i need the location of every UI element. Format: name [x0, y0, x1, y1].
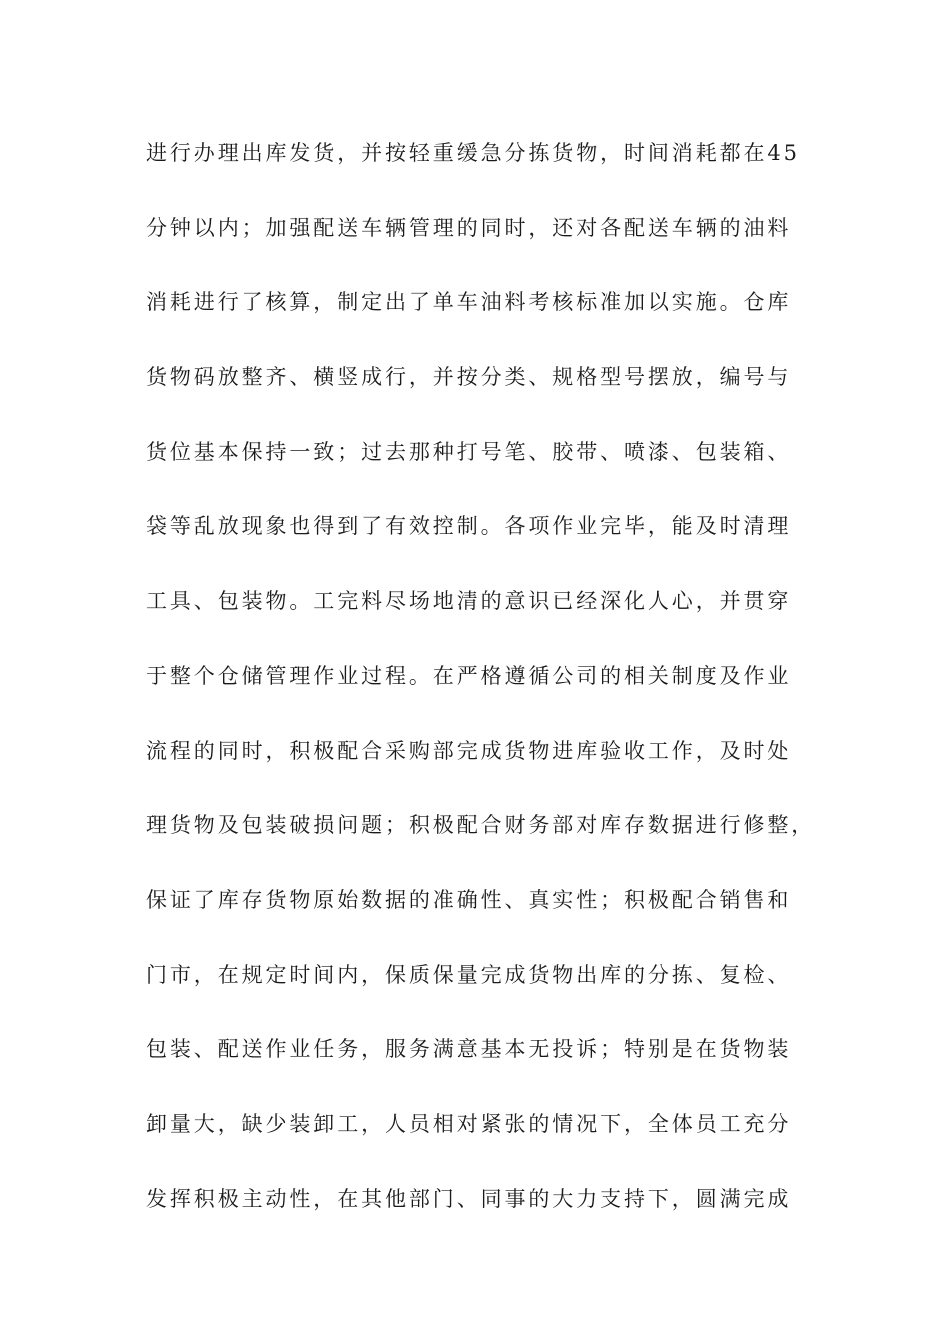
text-line-6: 袋等乱放现象也得到了有效控制。各项作业完毕，能及时清理 [146, 514, 792, 539]
text-line-11: 保证了库存货物原始数据的准确性、真实性；积极配合销售和 [146, 887, 792, 912]
text-line-13: 包装、配送作业任务，服务满意基本无投诉；特别是在货物装 [146, 1037, 792, 1062]
text-line-14: 卸量大，缺少装卸工，人员相对紧张的情况下，全体员工充分 [146, 1111, 792, 1136]
text-line-4: 货物码放整齐、横竖成行，并按分类、规格型号摆放，编号与 [146, 365, 792, 390]
text-line-10: 理货物及包装破损问题；积极配合财务部对库存数据进行修整， [146, 813, 816, 838]
text-line-8: 于整个仓储管理作业过程。在严格遵循公司的相关制度及作业 [146, 663, 792, 688]
text-line-9: 流程的同时，积极配合采购部完成货物进库验收工作，及时处 [146, 738, 792, 763]
text-line-15: 发挥积极主动性，在其他部门、同事的大力支持下，圆满完成 [146, 1186, 792, 1211]
text-line-3: 消耗进行了核算，制定出了单车油料考核标准加以实施。仓库 [146, 290, 792, 315]
text-line-2: 分钟以内；加强配送车辆管理的同时，还对各配送车辆的油料 [146, 215, 792, 240]
text-line-12: 门市，在规定时间内，保质保量完成货物出库的分拣、复检、 [146, 962, 792, 987]
text-line-7: 工具、包装物。工完料尽场地清的意识已经深化人心，并贯穿 [146, 589, 792, 614]
body-text [146, 133, 826, 1253]
text-line-5: 货位基本保持一致；过去那种打号笔、胶带、喷漆、包装箱、 [146, 439, 792, 464]
text-line-1: 进行办理出库发货，并按轻重缓急分拣货物，时间消耗都在45 [146, 141, 800, 165]
